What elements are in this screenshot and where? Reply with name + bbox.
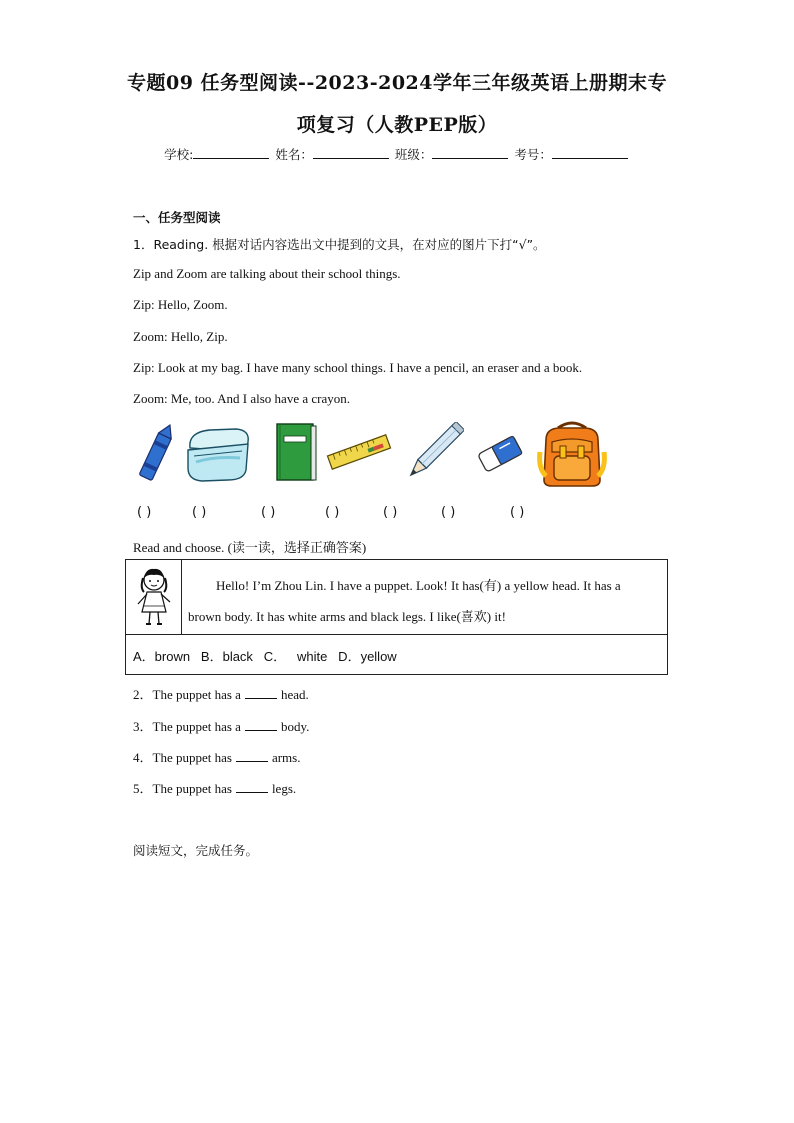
question-text: legs. [271, 781, 297, 796]
answer-blank[interactable] [236, 782, 268, 793]
page-title-line1: 专题09 任务型阅读--2023-2024学年三年级英语上册期末专 [127, 72, 667, 94]
answer-paren[interactable]: ( ) [261, 505, 276, 520]
name-blank[interactable] [313, 148, 389, 159]
answer-blank[interactable] [236, 751, 268, 762]
question-text: head. [280, 687, 309, 702]
dialogue-line: Zoom: Me, too. And I also have a crayon. [133, 391, 350, 406]
pencil-case-icon [184, 426, 254, 484]
number-blank[interactable] [552, 148, 628, 159]
passage-line: Hello! I’m Zhou Lin. I have a puppet. Look! It has(有) a yellow head. It has a [216, 578, 621, 593]
answer-options: A．brown B．black C． white D．yellow [133, 649, 397, 664]
crayon-icon [134, 424, 178, 486]
dialogue-line: Zip: Hello, Zoom. [133, 297, 228, 312]
answer-paren[interactable]: ( ) [192, 505, 207, 520]
school-blank[interactable] [193, 148, 269, 159]
student-info-row [0, 145, 794, 163]
class-blank[interactable] [432, 148, 508, 159]
question-text: 2．The puppet has a [133, 687, 241, 702]
answer-paren[interactable]: ( ) [137, 505, 152, 520]
page-title-line2: 项复习（人教PEP版） [296, 114, 498, 136]
passage-table [125, 559, 668, 675]
table-divider [181, 560, 182, 634]
backpack-icon [536, 418, 608, 490]
answer-blank[interactable] [245, 720, 277, 731]
dialogue-intro: Zip and Zoom are talking about their school things. [133, 266, 401, 281]
book-icon [273, 422, 319, 484]
class-label: 班级： [394, 147, 433, 162]
girl-icon [134, 566, 174, 628]
dialogue-line: Zoom: Hello, Zip. [133, 329, 228, 344]
question-text: 3．The puppet has a [133, 719, 241, 734]
pencil-icon [400, 422, 464, 486]
ruler-icon [326, 432, 392, 472]
question-3 [133, 716, 309, 735]
question-5 [133, 778, 296, 797]
question-text: 5．The puppet has [133, 781, 232, 796]
question-2 [133, 684, 309, 703]
school-label: 学校: [164, 147, 194, 162]
question-text: body. [280, 719, 310, 734]
number-label: 考号： [514, 147, 552, 162]
answer-blank[interactable] [245, 688, 277, 699]
passage-row [126, 560, 667, 635]
stationery-pictures [128, 418, 628, 493]
read-choose-instruction: Read and choose. (读一读，选择正确答案) [133, 540, 367, 555]
answer-paren[interactable]: ( ) [510, 505, 525, 520]
q1-instruction: 1．Reading. 根据对话内容选出文中提到的文具，在对应的图片下打“√”。 [133, 237, 546, 252]
dialogue-line: Zip: Look at my bag. I have many school things. I have a pencil, an eraser and a book. [133, 360, 583, 375]
answer-paren[interactable]: ( ) [383, 505, 398, 520]
question-text: arms. [271, 750, 301, 765]
eraser-icon [476, 432, 524, 476]
question-text: 4．The puppet has [133, 750, 232, 765]
next-section-instruction: 阅读短文，完成任务。 [133, 843, 259, 858]
answer-paren[interactable]: ( ) [441, 505, 456, 520]
question-4 [133, 747, 300, 766]
passage-text [188, 570, 663, 632]
name-label: 姓名： [275, 147, 313, 162]
answer-paren[interactable]: ( ) [325, 505, 340, 520]
passage-line: brown body. It has white arms and black legs. I like(喜欢) it! [188, 609, 506, 624]
section-heading: 一、任务型阅读 [133, 210, 221, 225]
